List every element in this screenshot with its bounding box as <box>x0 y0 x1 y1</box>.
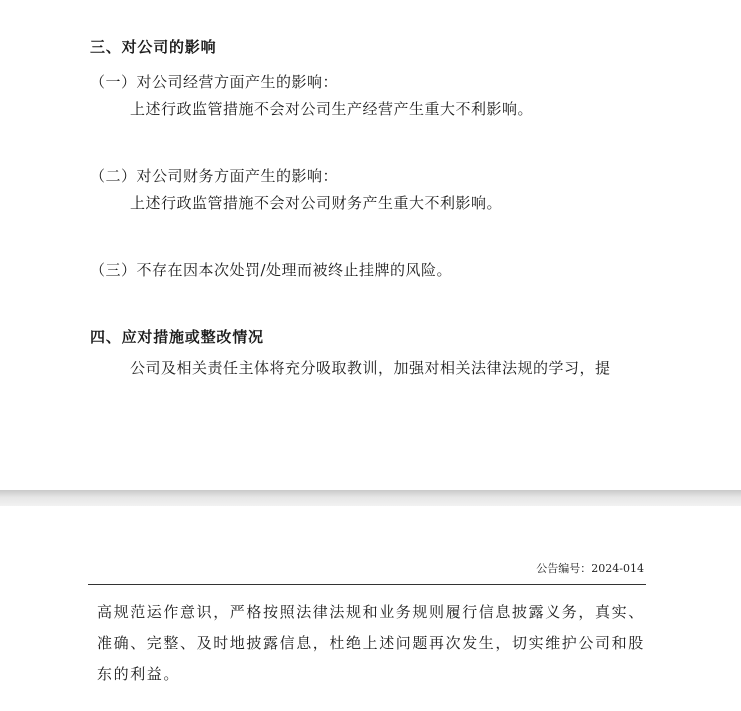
item-1-body: 上述行政监管措施不会对公司生产经营产生重大不利影响。 <box>130 100 534 118</box>
item-2-body: 上述行政监管措施不会对公司财务产生重大不利影响。 <box>130 194 503 212</box>
page-2-line-2: 准确、完整、及时地披露信息，杜绝上述问题再次发生，切实维护公司和股 <box>97 634 645 652</box>
document-number: 公告编号：2024-014 <box>536 562 644 575</box>
page-separator <box>0 490 741 506</box>
page-2-line-3: 东的利益。 <box>97 665 181 683</box>
page-2-line-1: 高规范运作意识，严格按照法律法规和业务规则履行信息披露义务，真实、 <box>97 603 645 621</box>
section-4-body: 公司及相关责任主体将充分吸取教训，加强对相关法律法规的学习，提 <box>130 359 611 377</box>
header-rule <box>88 584 646 585</box>
item-3-text: （三）不存在因本次处罚/处理而被终止挂牌的风险。 <box>90 261 453 279</box>
item-2-title: （二）对公司财务方面产生的影响： <box>90 167 339 185</box>
section-4-heading: 四、应对措施或整改情况 <box>90 328 264 346</box>
section-3-heading: 三、对公司的影响 <box>90 38 217 56</box>
item-1-title: （一）对公司经营方面产生的影响： <box>90 73 339 91</box>
